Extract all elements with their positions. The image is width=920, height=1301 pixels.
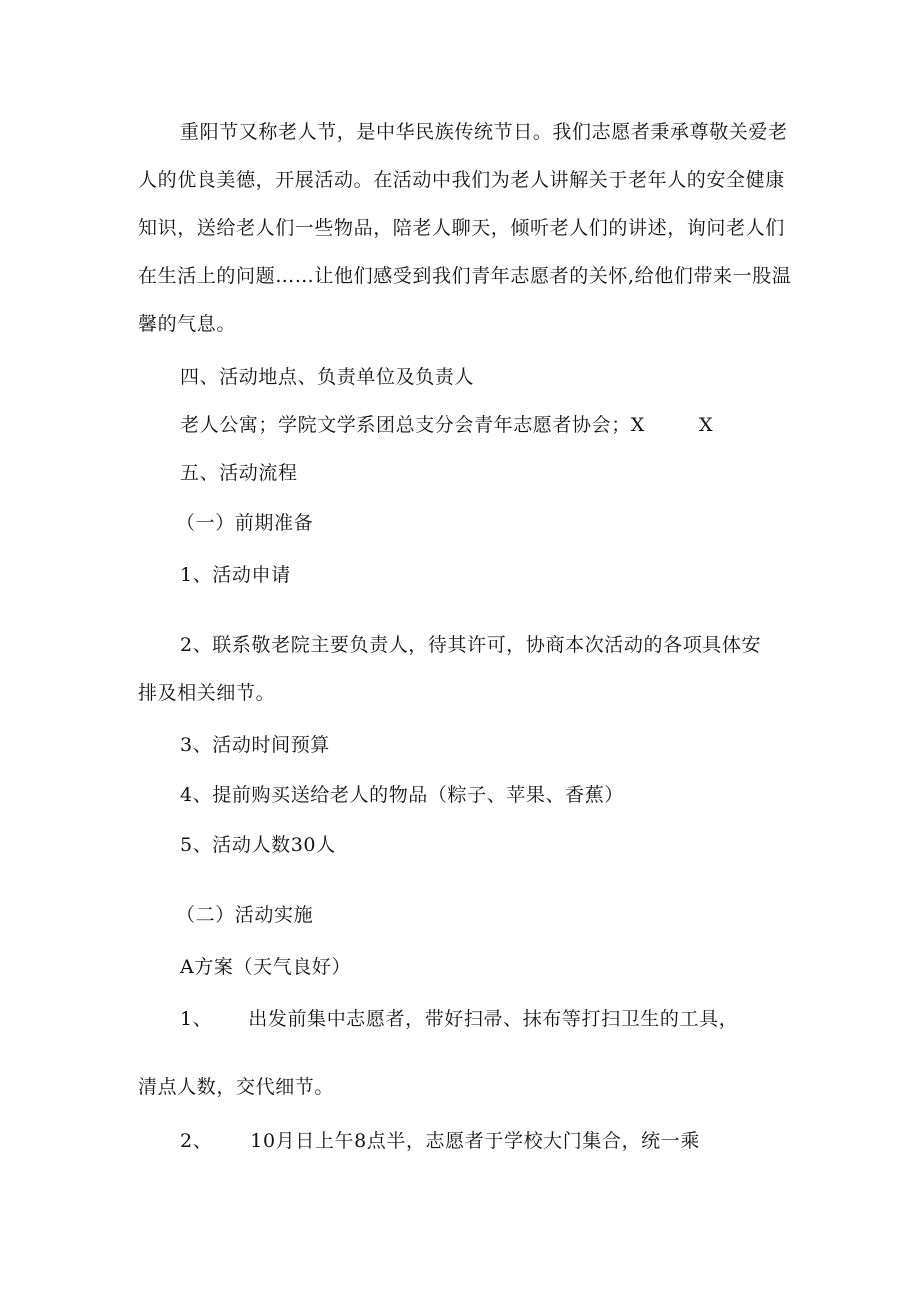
- prep-item-2-line2: 排及相关细节。: [138, 682, 276, 704]
- prep-item-3: 3、活动时间预算: [180, 734, 330, 756]
- plan-a-item-1: [180, 1004, 738, 1031]
- plan-a-item-1-continuation: 清点人数，交代细节。: [138, 1076, 335, 1098]
- plan-a-item-2-number: 2、: [180, 1130, 213, 1152]
- prep-item-2-line1: 2、联系敬老院主要负责人，待其许可，协商本次活动的各项具体安: [180, 634, 762, 656]
- prep-item-5: 5、活动人数30人: [180, 834, 336, 856]
- section4-body-main: 老人公寓；学院文学系团总支分会青年志愿者协会；X: [180, 414, 645, 436]
- intro-paragraph: 重阳节又称老人节，是中华民族传统节日。我们志愿者秉承尊敬关爱老人的优良美德，开展活动。在活动中我们为老人讲解关于老年人的安全健康知识，送给老人们一些物品，陪老人聊天，倾听老人们的讲述，询问老人们在生活上的问题……让他们感受到我们青年志愿者的关怀,给他们带来一股温馨的气息。: [138, 121, 792, 335]
- section5-heading: 五、活动流程: [180, 462, 298, 484]
- plan-a-item-2: [180, 1126, 700, 1153]
- impl-heading: （二）活动实施: [176, 904, 314, 926]
- section4-body-tail: X: [698, 414, 714, 436]
- plan-a-item-2-text: 10月日上午8点半，志愿者于学校大门集合，统一乘: [250, 1130, 700, 1152]
- plan-a-item-1-text: 出发前集中志愿者，带好扫帚、抹布等打扫卫生的工具，: [248, 1008, 739, 1030]
- plan-a-heading: A方案（天气良好）: [180, 956, 352, 978]
- prep-heading: （一）前期准备: [176, 512, 314, 534]
- prep-item-1: 1、活动申请: [180, 564, 291, 586]
- prep-item-4: 4、提前购买送给老人的物品（粽子、苹果、香蕉）: [180, 784, 624, 806]
- section4-body: [180, 410, 713, 437]
- plan-a-item-1-number: 1、: [180, 1008, 213, 1030]
- section4-heading: 四、活动地点、负责单位及负责人: [180, 366, 475, 388]
